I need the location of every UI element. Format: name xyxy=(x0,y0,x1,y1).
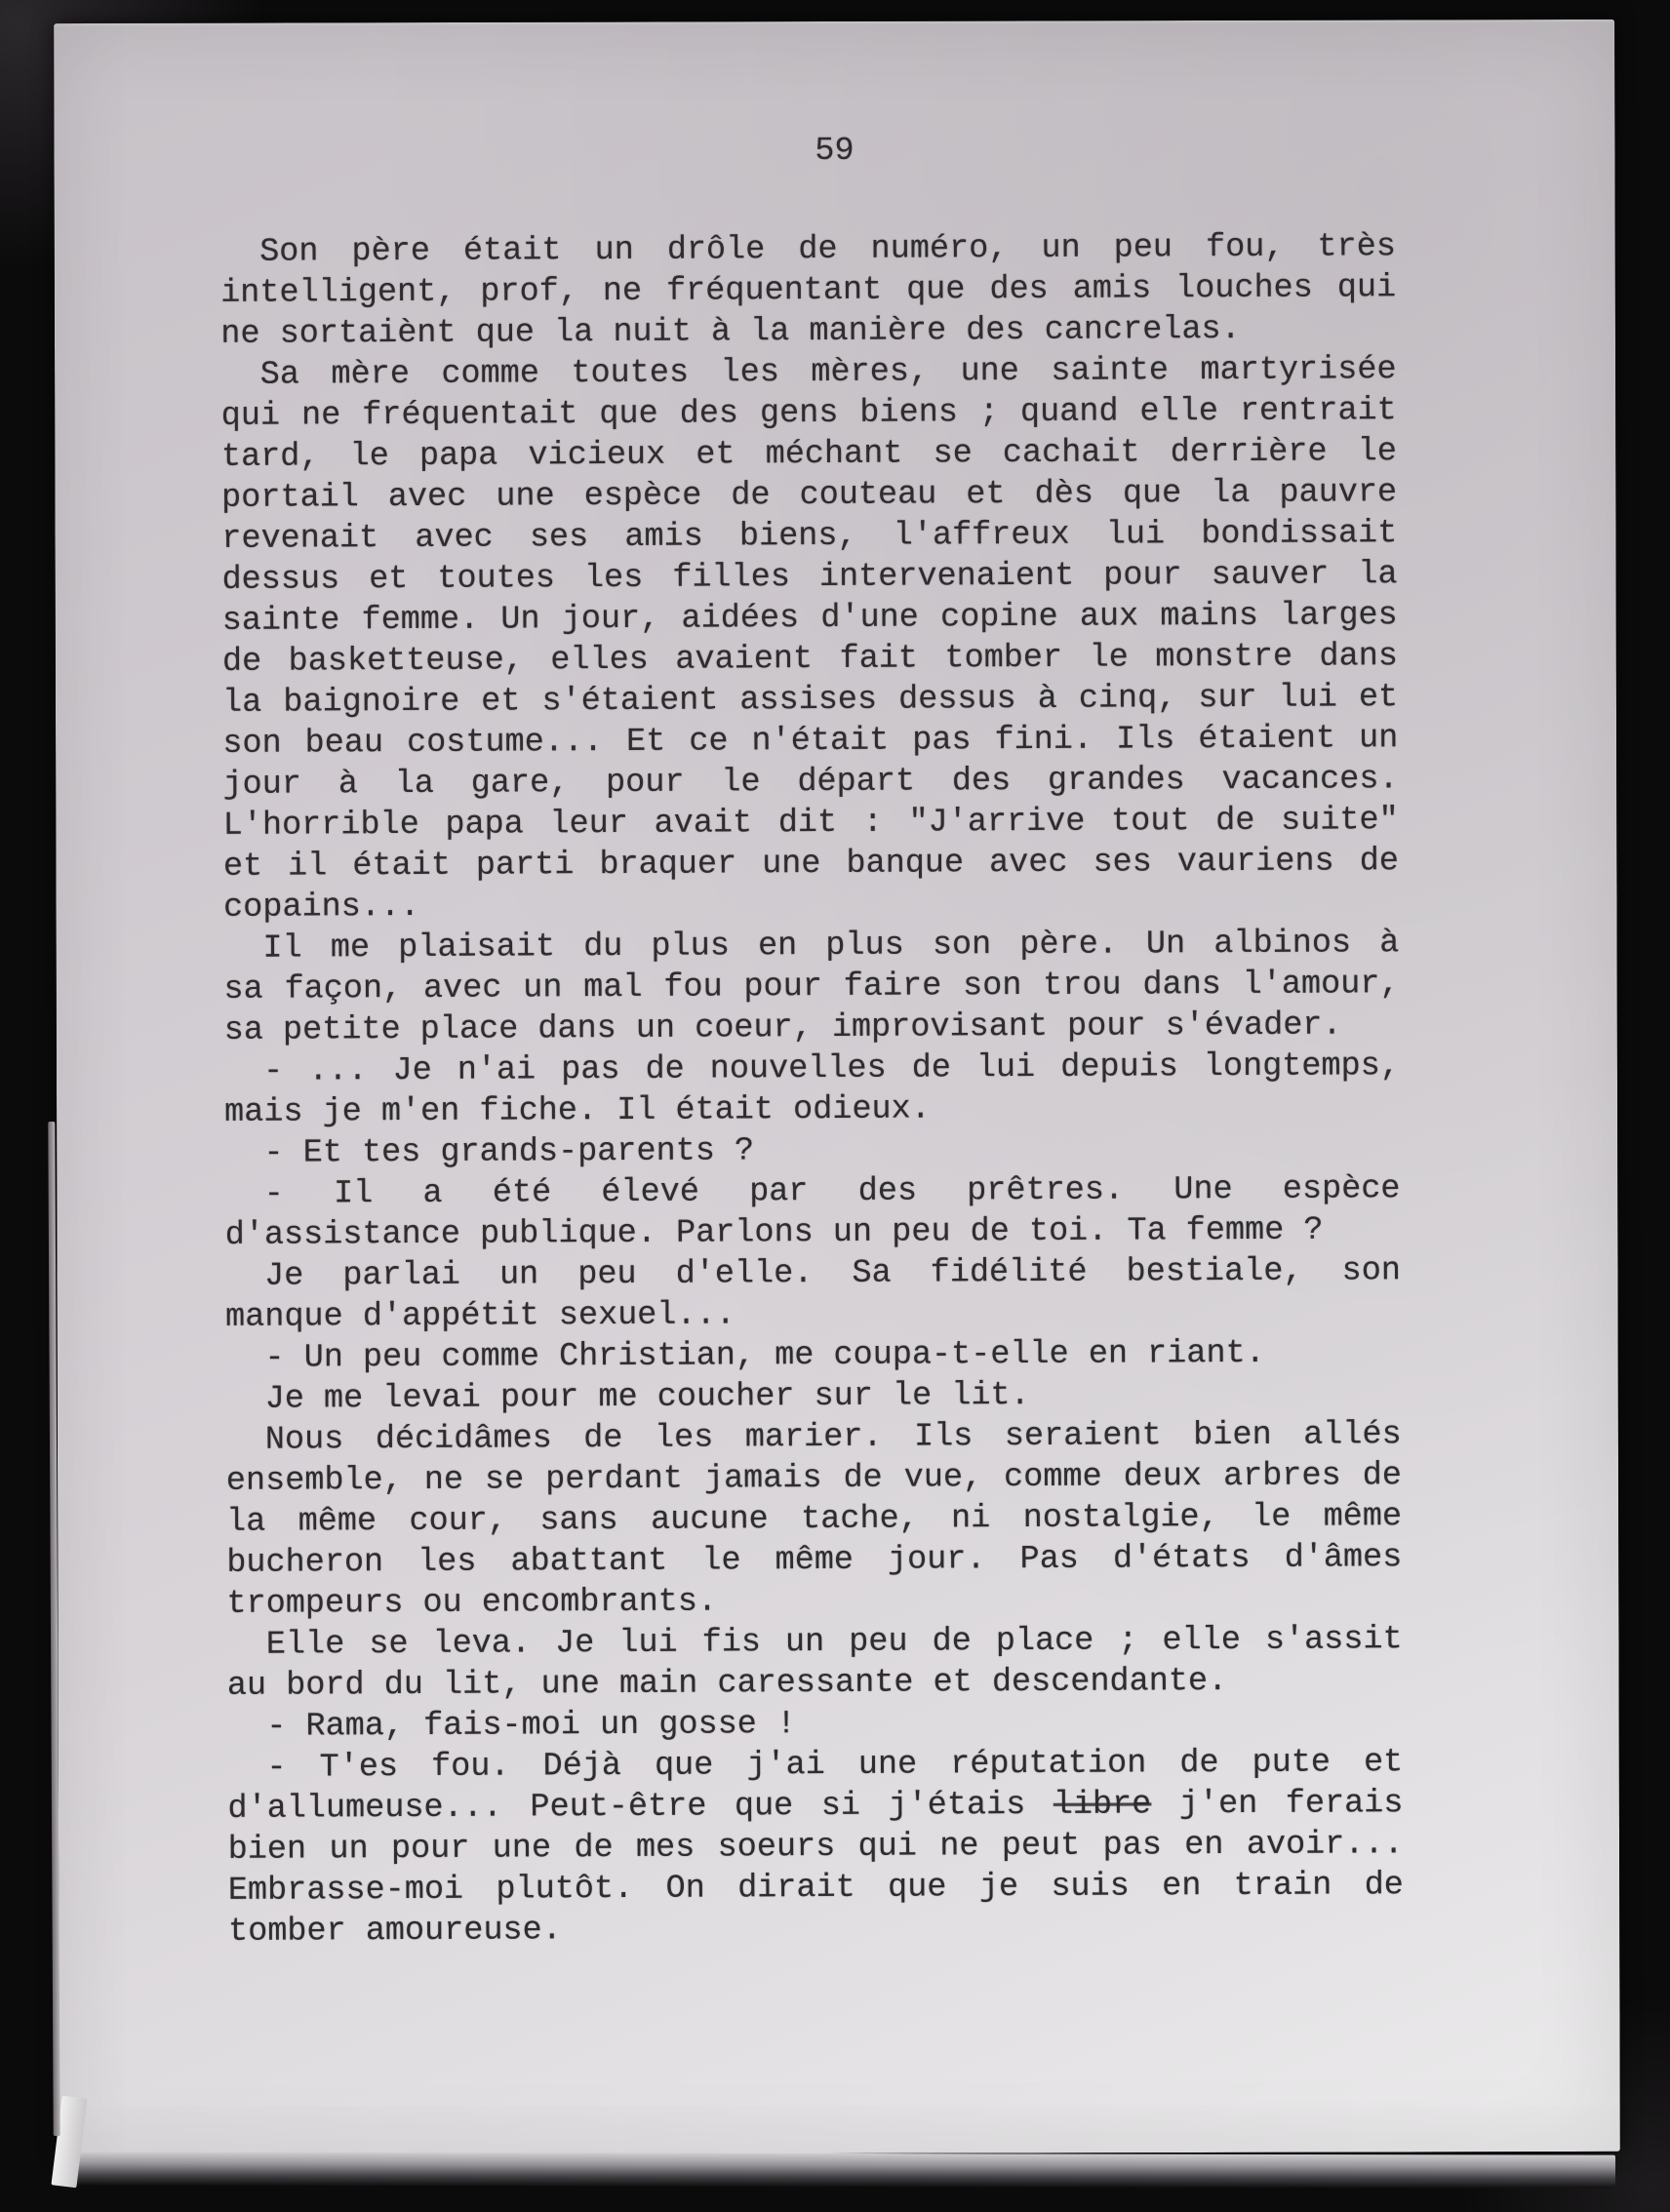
text-line: son beau costume... Et ce n'était pas fini. Ils étaient un xyxy=(222,720,1399,763)
text-line: bien un pour une de mes soeurs qui ne peut pas en avoir... xyxy=(227,1826,1404,1869)
text-line: revenait avec ses amis biens, l'affreux lui bondissait xyxy=(221,515,1398,558)
underlying-pages-edge xyxy=(70,2152,1615,2188)
text-line: sa petite place dans un coeur, improvisant pour s'évader. xyxy=(223,1007,1342,1049)
text-line: sa façon, avec un mal fou pour faire son trou dans l'amour, xyxy=(223,966,1400,1008)
text-line: sainte femme. Un jour, aidées d'une copine aux mains larges xyxy=(221,597,1398,640)
text-line: tomber amoureuse. xyxy=(227,1912,562,1951)
text-line: ensemble, ne se perdant jamais de vue, comme deux arbres de xyxy=(225,1457,1402,1500)
text-line: intelligent, prof, ne fréquentant que des amis louches qui xyxy=(220,269,1397,312)
text-line: mais je m'en fiche. Il était odieux. xyxy=(224,1090,931,1131)
text-line: - Et tes grands-parents ? xyxy=(263,1132,755,1172)
text-line: au bord du lit, une main caressante et descendante. xyxy=(226,1663,1228,1705)
text-line: copains... xyxy=(223,888,420,927)
text-line: qui ne fréquentait que des gens biens ; quand elle rentrait xyxy=(220,392,1397,435)
text-line: Je parlai un peu d'elle. Sa fidélité bestiale, son xyxy=(264,1252,1401,1295)
text-line: tard, le papa vicieux et méchant se cachait derrière le xyxy=(220,433,1398,476)
struck-word: libre xyxy=(1053,1786,1152,1824)
text-line: - T'es fou. Déjà que j'ai une réputation de pute et xyxy=(266,1744,1404,1787)
text-line: Nous décidâmes de les marier. Ils seraient bien allés xyxy=(264,1416,1402,1459)
text-line: d'assistance publique. Parlons un peu de toi. Ta femme ? xyxy=(224,1211,1324,1254)
text-line: Il me plaisait du plus en plus son père. Un albinos à xyxy=(262,925,1400,968)
text-line: manque d'appétit sexuel... xyxy=(225,1296,736,1336)
text-line: - Rama, fais-moi un gosse ! xyxy=(266,1706,797,1746)
text-line: la baignoire et s'étaient assises dessus à cinq, sur lui et xyxy=(222,679,1399,722)
text-line: ne sortaiènt que la nuit à la manière des cancrelas. xyxy=(220,310,1241,353)
text-line: Sa mère comme toutes les mères, une sainte martyrisée xyxy=(259,351,1397,394)
document-page xyxy=(54,20,1620,2155)
text-line: trompeurs ou encombrants. xyxy=(226,1583,718,1623)
text-line: - ... Je n'ai pas de nouvelles de lui depuis longtemps, xyxy=(263,1047,1400,1090)
text-line: - Un peu comme Christian, me coupa-t-elle en riant. xyxy=(264,1334,1265,1377)
text-segment: d'allumeuse... Peut-être que si j'étais xyxy=(227,1786,1054,1828)
text-line: Son père était un drôle de numéro, un peu fou, très xyxy=(259,228,1397,271)
page-number: 59 xyxy=(815,132,855,171)
text-line xyxy=(227,1783,1403,1830)
text-line: Elle se leva. Je lui fis un peu de place ; elle s'assit xyxy=(265,1621,1403,1664)
text-line: dessus et toutes les filles intervenaient pour sauver la xyxy=(221,556,1398,599)
text-line: bucheron les abattant le même jour. Pas d'états d'âmes xyxy=(226,1539,1403,1582)
text-line: L'horrible papa leur avait dit : "J'arrive tout de suite" xyxy=(222,802,1399,845)
text-line: jour à la gare, pour le départ des grandes vacances. xyxy=(222,761,1399,804)
text-line: de basketteuse, elles avaient fait tomber le monstre dans xyxy=(221,638,1399,681)
text-line: - Il a été élevé par des prêtres. Une espèce xyxy=(263,1170,1401,1213)
text-line: Embrasse-moi plutôt. On dirait que je suis en train de xyxy=(227,1867,1404,1910)
text-line: Je me levai pour me coucher sur le lit. xyxy=(264,1377,1030,1418)
text-line: et il était parti braquer une banque avec ses vauriens de xyxy=(222,843,1399,886)
text-line: la même cour, sans aucune tache, ni nostalgie, le même xyxy=(226,1498,1403,1541)
text-line: portail avec une espèce de couteau et dès que la pauvre xyxy=(221,474,1398,517)
typewritten-text xyxy=(220,226,1404,1953)
text-segment: j'en ferais xyxy=(1151,1785,1404,1824)
